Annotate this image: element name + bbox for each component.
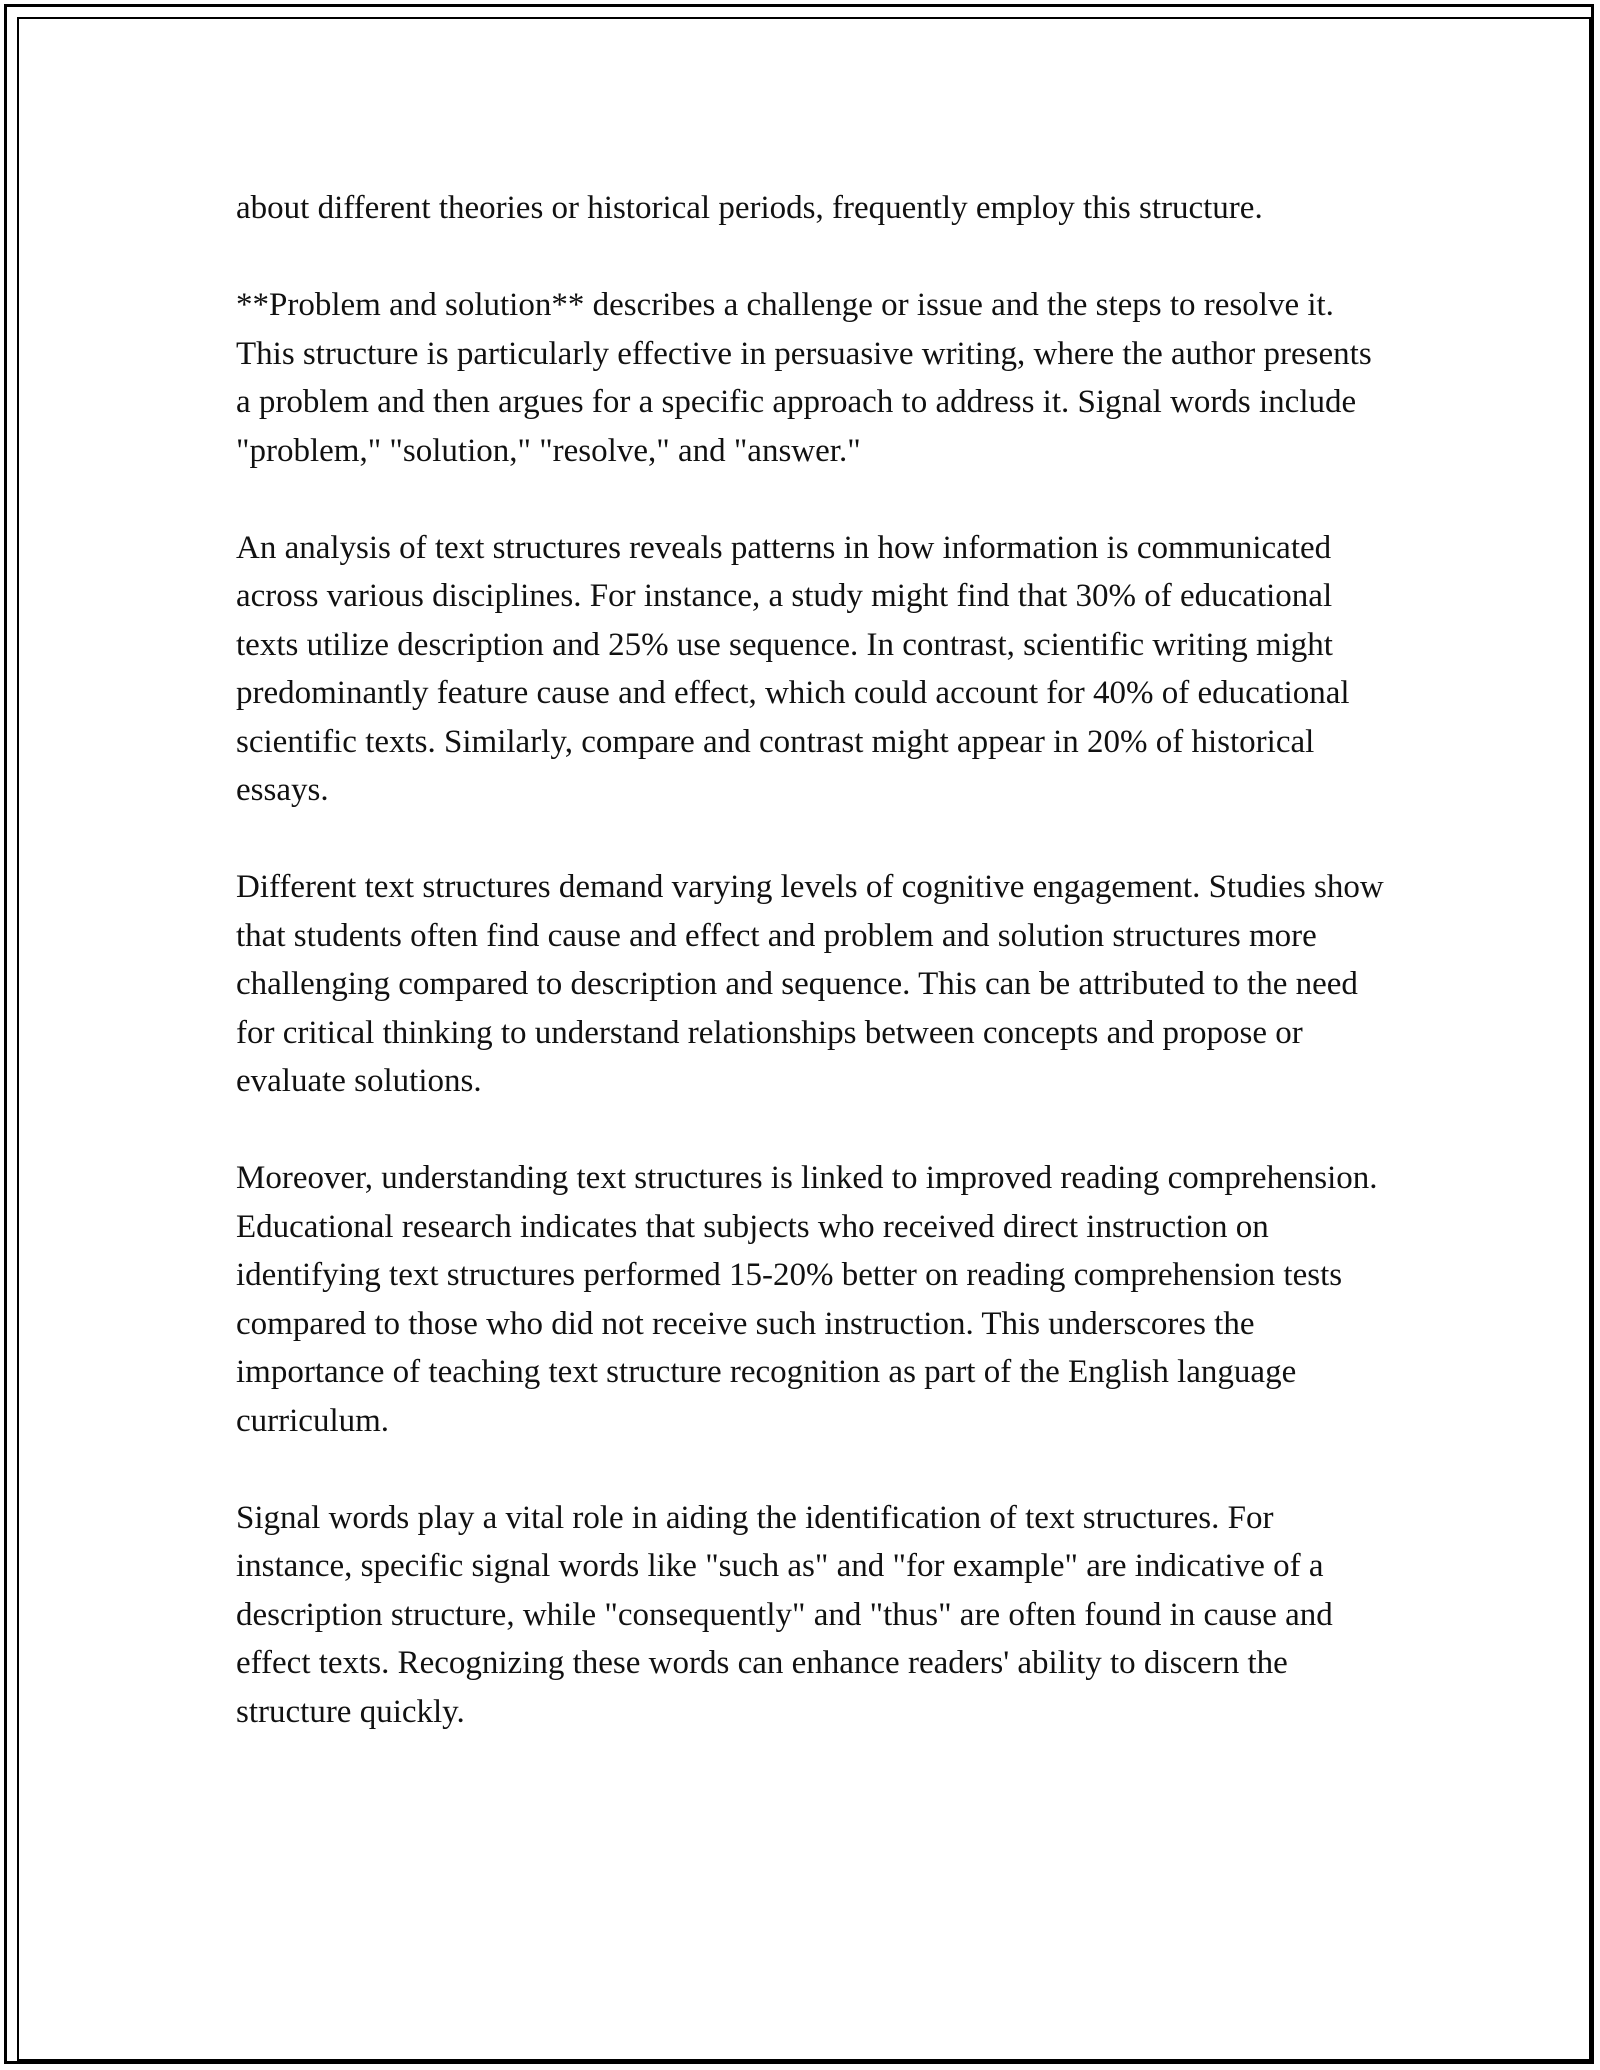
paragraph-analysis: An analysis of text structures reveals patterns in how information is communicated across various disciplines. For instance, a study might find that 30% of educational texts utilize description and 25% use sequence. In contrast, scientific writing might predominantly feature cause and effect, which could account for 40% of educational scientific texts. Similarly, compare and contrast might appear in 20% of historical essays. xyxy=(236,529,1350,808)
paragraph-problem-and-solution: **Problem and solution** describes a challenge or issue and the steps to resolve it. This structure is particularly effective in persuasive writing, where the author presents a problem and then argues for a specific approach to address it. Signal words include "problem," "solution," "resolve," and "answer." xyxy=(236,287,1372,469)
paragraph-continuation: about different theories or historical periods, frequently employ this structure. xyxy=(236,190,1263,226)
paragraph-reading-comprehension: Moreover, understanding text structures is linked to improved reading comprehension. Educational research indicates that subjects who received direct instruction on identifying text structures performed 15-20% better on reading comprehension tests compared to those who did not receive such instruction. This underscores the importance of teaching text structure recognition as part of the English language curriculum. xyxy=(236,1160,1378,1439)
paragraph-cognitive-engagement: Different text structures demand varying levels of cognitive engagement. Studies show that students often find cause and effect and problem and solution structures more challenging compared to description and sequence. This can be attributed to the need for critical thinking to understand relationships between concepts and propose or evaluate solutions. xyxy=(236,869,1384,1099)
document-body xyxy=(236,184,1386,1785)
paragraph-signal-words: Signal words play a vital role in aiding the identification of text structures. For instance, specific signal words like "such as" and "for example" are indicative of a description structure, while "consequently" and "thus" are often found in cause and effect texts. Recognizing these words can enhance readers' ability to discern the structure quickly. xyxy=(236,1499,1333,1730)
